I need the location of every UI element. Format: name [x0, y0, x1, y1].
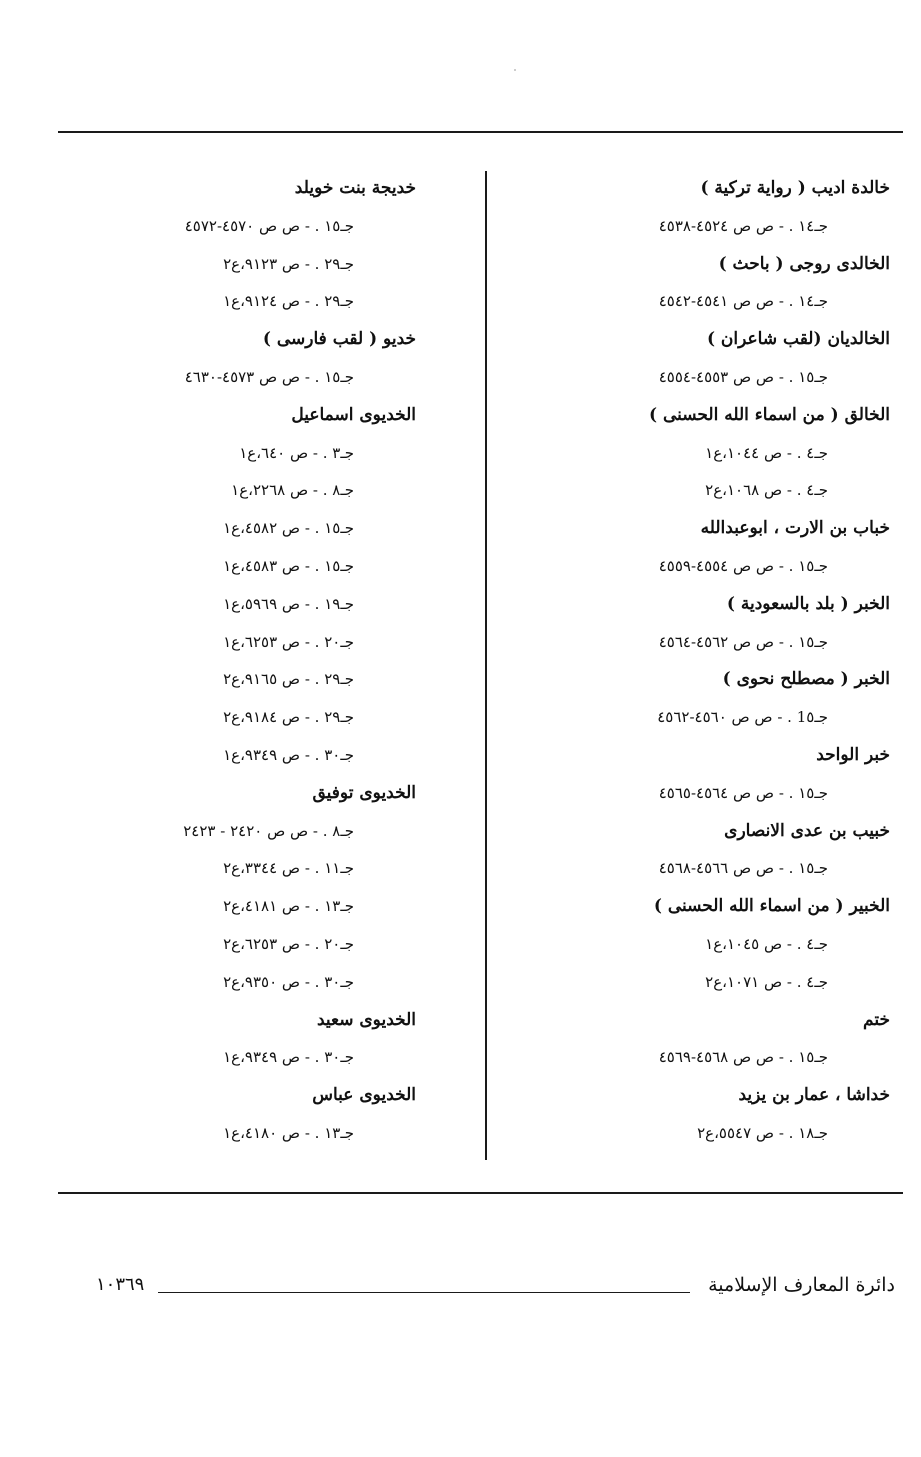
index-heading: الخديوى توفيق: [312, 782, 416, 803]
scan-speck: [514, 69, 516, 71]
index-heading: الخبر ( مصطلح نحوى ): [722, 669, 890, 690]
index-reference: جـ١٥ . - ص ص ٤٥٧٣-٤٦٣٠: [184, 367, 354, 386]
index-reference: جـ١٣ . - ص ٤١٨١،ع٢: [223, 897, 354, 916]
index-reference: جـ١٤ . - ص ص ٤٥٤١-٤٥٤٢: [658, 292, 828, 311]
index-reference: جـ١٥ . - ص ص ٤٥٧٠-٤٥٧٢: [184, 216, 354, 235]
index-heading: الخبير ( من اسماء الله الحسنى ): [653, 896, 890, 917]
index-reference: جـ١٥ . - ص ص ٤٥٦٦-٤٥٦٨: [658, 859, 828, 878]
index-heading: الخبر ( بلد بالسعودية ): [726, 593, 890, 614]
index-reference: جـ٢٩ . - ص ٩١٢٣،ع٢: [223, 254, 354, 273]
index-reference: جـ٤ . - ص ١٠٤٥،ع١: [705, 934, 828, 953]
index-reference: جـ٤ . - ص ١٠٧١،ع٢: [705, 972, 828, 991]
index-heading: خالدة اديب ( رواية تركية ): [700, 178, 890, 198]
index-heading: ختم: [863, 1009, 890, 1030]
bottom-rule: [58, 1192, 903, 1194]
index-heading: خباب بن الارت ، ابوعبدالله: [700, 518, 890, 539]
index-heading: خديجة بنت خويلد: [294, 178, 416, 198]
index-heading: الخديوى سعيد: [316, 1009, 416, 1030]
index-heading: الخديوى اسماعيل: [291, 404, 416, 425]
index-reference: جـ١٤ . - ص ص ٤٥٢٤-٤٥٣٨: [658, 216, 828, 235]
index-reference: جـ١٥ . - ص ص ٤٥٦٢-٤٥٦٤: [658, 632, 828, 651]
index-heading: الخالدى روجى ( باحث ): [718, 253, 890, 274]
index-reference: جـ١٩ . - ص ٥٩٦٩،ع١: [223, 594, 354, 613]
index-heading: الخديوى عباس: [312, 1085, 416, 1106]
index-heading: الخالق ( من اسماء الله الحسنى ): [648, 404, 890, 425]
index-column-left: [96, 170, 416, 1153]
index-reference: جـ٢٩ . - ص ٩١٢٤،ع١: [223, 292, 354, 311]
index-reference: جـ١٥ . - ص ص ٤٥٦٤-٤٥٦٥: [658, 783, 828, 802]
index-heading: خبيب بن عدى الانصارى: [724, 820, 890, 841]
index-reference: جـ١٥ . - ص ٤٥٨٣،ع١: [223, 556, 354, 575]
index-column-right: [502, 170, 890, 1153]
index-reference: جـ1٥ . - ص ص ٤٥٦٠-٤٥٦٢: [657, 708, 828, 727]
page-number: ١٠٣٦٩: [96, 1274, 145, 1295]
index-reference: جـ١٥ . - ص ص ٤٥٦٨-٤٥٦٩: [658, 1048, 828, 1067]
index-reference: جـ٤ . - ص ١٠٦٨،ع٢: [705, 481, 828, 500]
index-heading: خديو ( لقب فارسى ): [262, 329, 416, 350]
index-reference: جـ٣ . - ص ٦٤٠،ع١: [239, 443, 354, 462]
index-reference: جـ٨ . - ص ص ٢٤٢٠ - ٢٤٢٣: [183, 821, 354, 840]
index-heading: خداشا ، عمار بن يزيد: [738, 1085, 890, 1106]
index-reference: جـ٢٠ . - ص ٦٢٥٣،ع٢: [223, 934, 354, 953]
footer-title: دائرة المعارف الإسلامية: [708, 1274, 895, 1296]
index-reference: جـ١٥ . - ص ص ٤٥٥٤-٤٥٥٩: [658, 556, 828, 575]
index-heading: خبر الواحد: [816, 744, 890, 765]
index-reference: جـ٣٠ . - ص ٩٣٤٩،ع١: [223, 745, 354, 764]
index-reference: جـ٨ . - ص ٢٢٦٨،ع١: [231, 481, 354, 500]
index-reference: جـ١١ . - ص ٣٣٤٤،ع٢: [223, 859, 354, 878]
index-reference: جـ١٨ . - ص ٥٥٤٧،ع٢: [697, 1123, 828, 1142]
footer-line: [158, 1292, 690, 1293]
index-reference: جـ٣٠ . - ص ٩٣٤٩،ع١: [223, 1048, 354, 1067]
index-reference: جـ٢٩ . - ص ٩١٦٥،ع٢: [223, 670, 354, 689]
index-reference: جـ٢٠ . - ص ٦٢٥٣،ع١: [223, 632, 354, 651]
index-reference: جـ١٥ . - ص ص ٤٥٥٣-٤٥٥٤: [658, 367, 828, 386]
top-rule: [58, 131, 903, 133]
index-reference: جـ١٣ . - ص ٤١٨٠،ع١: [223, 1123, 354, 1142]
index-reference: جـ٤ . - ص ١٠٤٤،ع١: [705, 443, 828, 462]
index-heading: الخالديان (لقب شاعران ): [706, 329, 890, 350]
index-reference: جـ٢٩ . - ص ٩١٨٤،ع٢: [223, 708, 354, 727]
index-reference: جـ١٥ . - ص ٤٥٨٢،ع١: [223, 519, 354, 538]
column-divider: [485, 171, 487, 1160]
index-reference: جـ٣٠ . - ص ٩٣٥٠،ع٢: [223, 972, 354, 991]
